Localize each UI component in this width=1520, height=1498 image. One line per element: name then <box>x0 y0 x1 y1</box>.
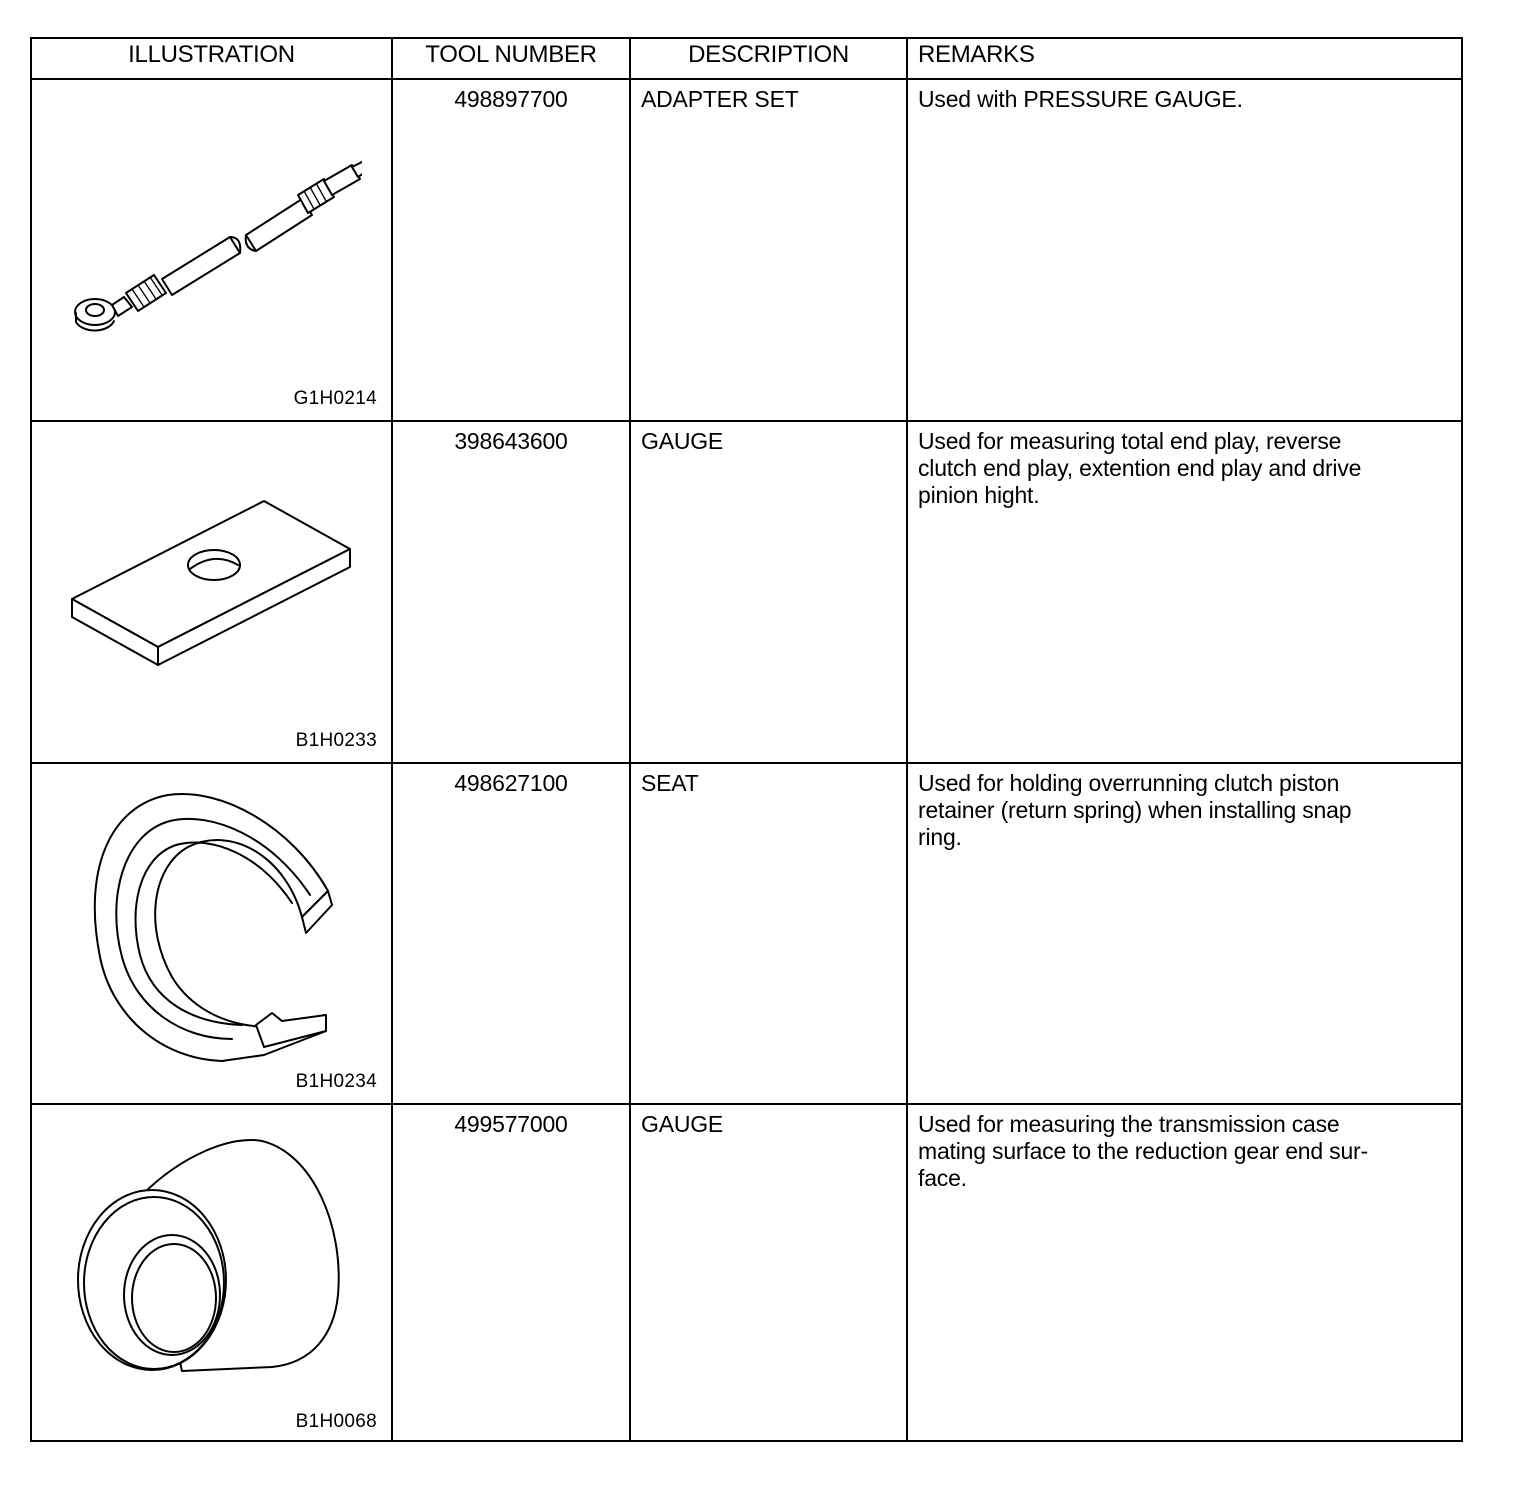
column-divider <box>391 39 393 1440</box>
seat-ring-icon <box>72 787 372 1087</box>
header-tool-number: TOOL NUMBER <box>425 41 597 68</box>
column-divider <box>906 39 908 1440</box>
description: ADAPTER SET <box>641 86 799 112</box>
remarks: Used with PRESSURE GAUGE. <box>918 86 1243 112</box>
special-tools-table <box>30 37 1463 1442</box>
remarks: Used for holding overrunning clutch piston retainer (return spring) when installing snap ring. <box>918 770 1352 850</box>
description: GAUGE <box>641 1111 724 1137</box>
header-description: DESCRIPTION <box>688 41 849 68</box>
illustration-code: G1H0214 <box>293 388 377 409</box>
description: SEAT <box>641 770 699 796</box>
description: GAUGE <box>641 428 724 454</box>
illustration-code: B1H0234 <box>295 1071 377 1092</box>
tool-number: 498897700 <box>454 86 568 112</box>
row-divider <box>32 1103 1461 1105</box>
illustration-code: B1H0068 <box>295 1411 377 1432</box>
row-divider <box>32 762 1461 764</box>
tool-number: 499577000 <box>454 1111 568 1137</box>
gauge-plate-icon <box>62 489 362 689</box>
header-remarks: REMARKS <box>918 41 1035 68</box>
illustration-code: B1H0233 <box>295 730 377 751</box>
adapter-hose-icon <box>62 139 362 339</box>
tool-number: 398643600 <box>454 428 568 454</box>
remarks: Used for measuring the transmission case mating surface to the reduction gear end sur- face. <box>918 1111 1368 1191</box>
header-illustration: ILLUSTRATION <box>128 41 295 68</box>
row-divider <box>32 420 1461 422</box>
gauge-cylinder-icon <box>72 1135 362 1375</box>
tool-number: 498627100 <box>454 770 568 796</box>
column-divider <box>629 39 631 1440</box>
remarks: Used for measuring total end play, reverse clutch end play, extention end play and drive pinion hight. <box>918 428 1362 508</box>
